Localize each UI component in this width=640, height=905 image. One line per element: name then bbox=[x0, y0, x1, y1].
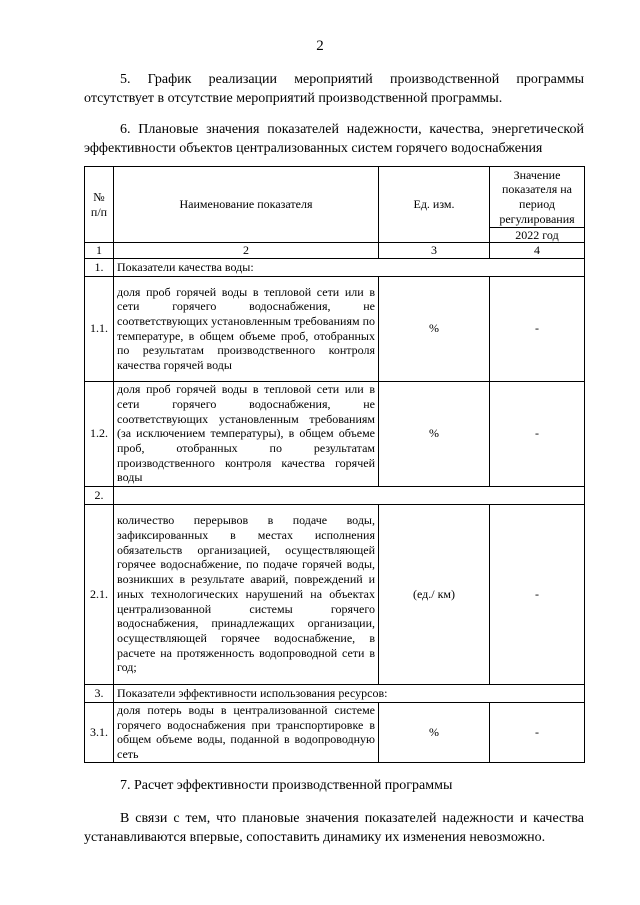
row-num: 1.1. bbox=[85, 276, 114, 381]
row-name: доля проб горячей воды в тепловой сети или в сети горячего водоснабжения, не соответствующих установленным требованиям по температуре, в общем объеме проб, отобранных по результатам производственного контроля качества горячей воды bbox=[114, 276, 379, 381]
section-num: 2. bbox=[85, 486, 114, 504]
row-unit: % bbox=[379, 702, 490, 762]
row-value: - bbox=[490, 702, 585, 762]
table-header-row bbox=[85, 167, 585, 243]
section-title bbox=[114, 486, 585, 504]
header-unit: Ед. изм. bbox=[379, 167, 490, 243]
row-value: - bbox=[490, 381, 585, 486]
row-name: количество перерывов в подаче воды, зафиксированных в местах исполнения обязательств организацией, осуществляющей горячее водоснабжение, по подаче горячей воды, возникших в результате аварий, повреждений и иных технологических нарушений на объектах централизованной системы горячего водоснабжения, принадлежащих организации, осуществляющей горячее водоснабжение, в расчете на протяженность водопроводной сети в год; bbox=[114, 504, 379, 684]
col-num-4: 4 bbox=[490, 243, 585, 259]
header-num: № п/п bbox=[85, 167, 114, 243]
indicators-table bbox=[84, 166, 585, 763]
table-row bbox=[85, 702, 585, 762]
row-name: доля потерь воды в централизованной системе горячего водоснабжения при транспортировке в общем объеме воды, поданной в водопроводную сеть bbox=[114, 702, 379, 762]
table-row bbox=[85, 381, 585, 486]
section-row bbox=[85, 258, 585, 276]
paragraph-6: 6. Плановые значения показателей надежности, качества, энергетической эффективности объектов централизованных систем горячего водоснабжения bbox=[84, 122, 584, 156]
table-row bbox=[85, 276, 585, 381]
row-num: 3.1. bbox=[85, 702, 114, 762]
page-number: 2 bbox=[316, 38, 324, 54]
table-row bbox=[85, 504, 585, 684]
header-year: 2022 год bbox=[490, 227, 584, 242]
section-title: Показатели качества воды: bbox=[114, 258, 585, 276]
row-value: - bbox=[490, 276, 585, 381]
column-numbers-row bbox=[85, 243, 585, 259]
section-title: Показатели эффективности использования ресурсов: bbox=[114, 684, 585, 702]
row-value: - bbox=[490, 504, 585, 684]
col-num-3: 3 bbox=[379, 243, 490, 259]
row-name: доля проб горячей воды в тепловой сети или в сети горячего водоснабжения, не соответствующих установленным требованиям (за исключением температуры), в общем объеме проб, отобранных по результатам производственного контроля качества горячей воды bbox=[114, 381, 379, 486]
header-value bbox=[490, 167, 585, 243]
row-num: 2.1. bbox=[85, 504, 114, 684]
section-row bbox=[85, 684, 585, 702]
header-name: Наименование показателя bbox=[114, 167, 379, 243]
row-unit: (ед./ км) bbox=[379, 504, 490, 684]
row-unit: % bbox=[379, 381, 490, 486]
section-num: 1. bbox=[85, 258, 114, 276]
paragraph-8: В связи с тем, что плановые значения показателей надежности и качества устанавливаются впервые, сопоставить динамику их изменения невозможно. bbox=[84, 811, 584, 845]
col-num-1: 1 bbox=[85, 243, 114, 259]
section-num: 3. bbox=[85, 684, 114, 702]
header-value-label: Значение показателя на период регулирования bbox=[499, 167, 575, 226]
section-row bbox=[85, 486, 585, 504]
row-unit: % bbox=[379, 276, 490, 381]
paragraph-7: 7. Расчет эффективности производственной программы bbox=[120, 778, 453, 793]
paragraph-5: 5. График реализации мероприятий производственной программы отсутствует в отсутствие мероприятий производственной программы. bbox=[84, 72, 584, 106]
col-num-2: 2 bbox=[114, 243, 379, 259]
row-num: 1.2. bbox=[85, 381, 114, 486]
